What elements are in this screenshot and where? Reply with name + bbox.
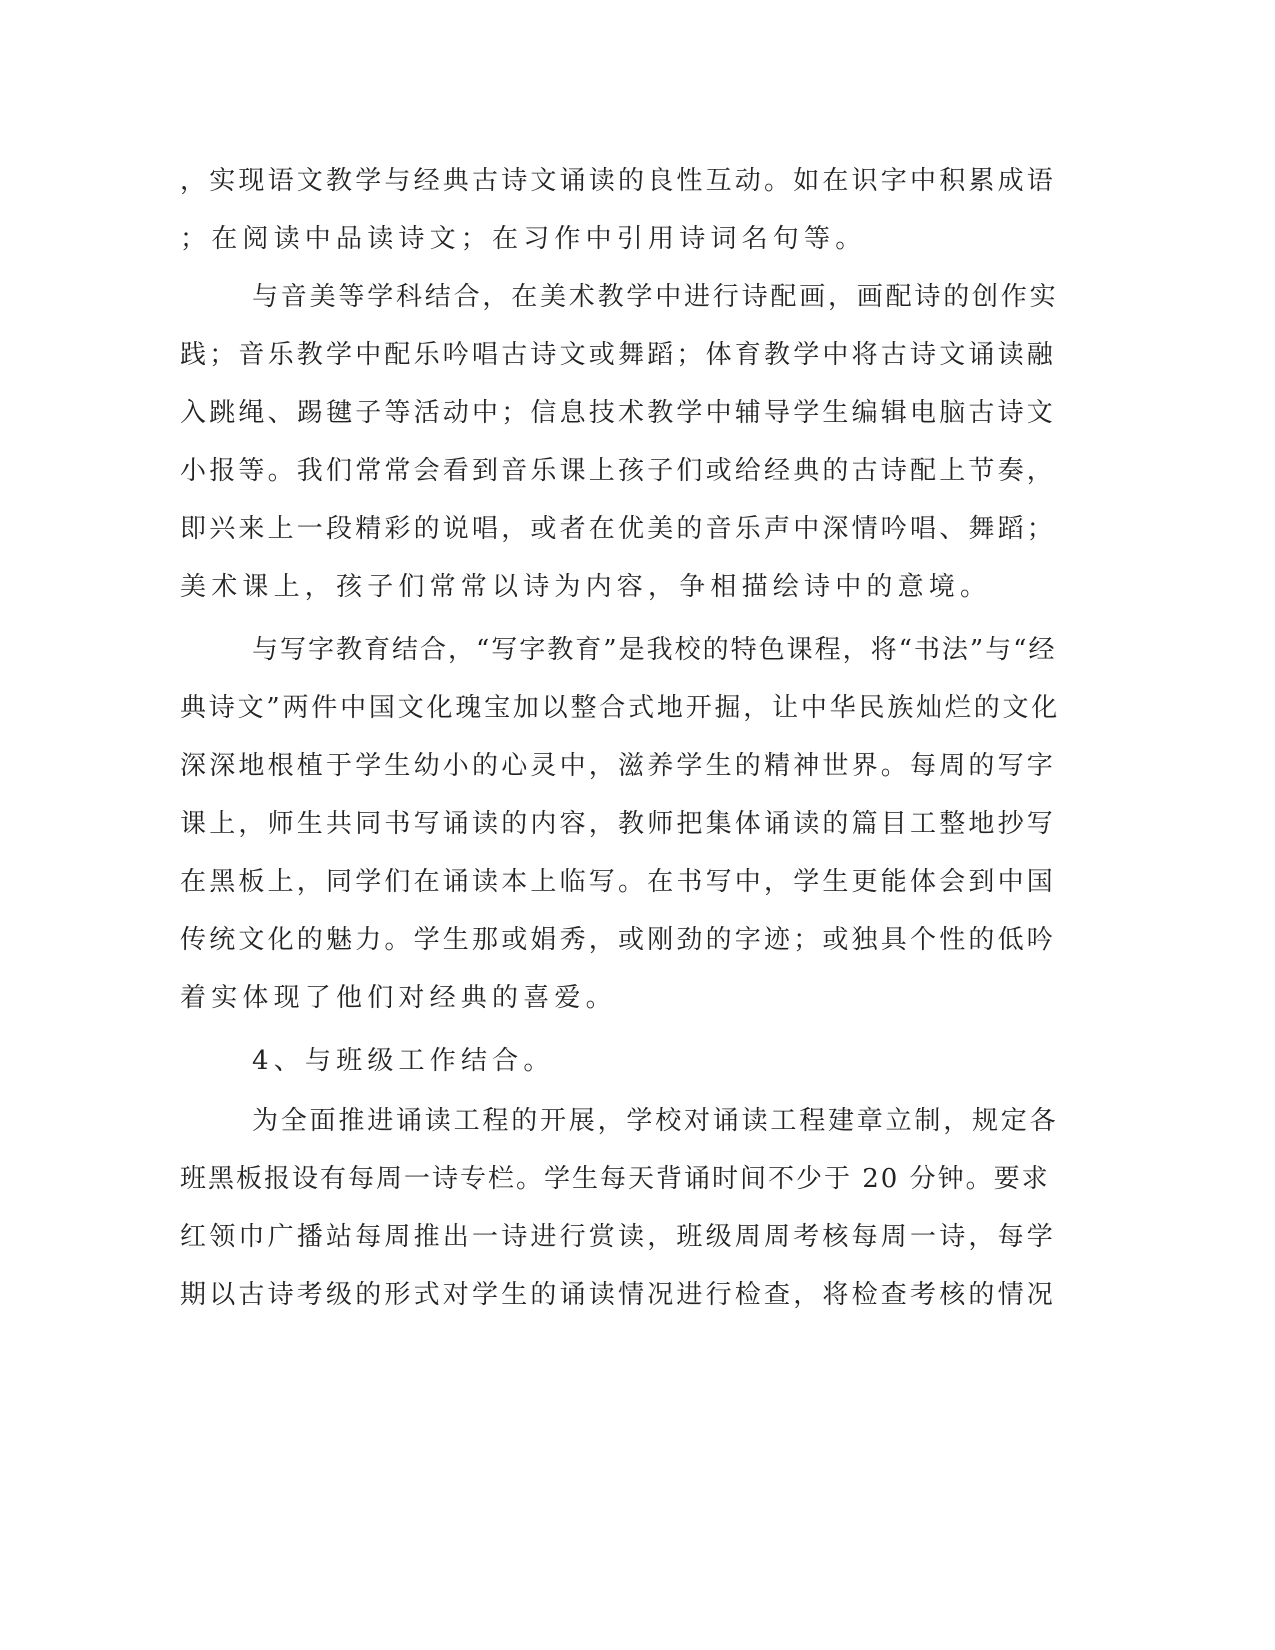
text-line-20: 期以古诗考级的形式对学生的诵读情况进行检查，将检查考核的情况 xyxy=(180,1280,1057,1310)
text-line-18: 班黑板报设有每周一诗专栏。学生每天背诵时间不少于 20 分钟。要求 xyxy=(180,1164,1050,1194)
text-line-3: 与音美等学科结合，在美术教学中进行诗配画，画配诗的创作实 xyxy=(252,282,1059,312)
text-line-9: 与写字教育结合，“写字教育”是我校的特色课程，将“书法”与“经 xyxy=(252,635,1057,665)
text-line-5: 入跳绳、踢毽子等活动中；信息技术教学中辅导学生编辑电脑古诗文 xyxy=(180,398,1057,428)
text-line-13: 在黑板上，同学们在诵读本上临写。在书写中，学生更能体会到中国 xyxy=(180,867,1057,897)
text-line-14: 传统文化的魅力。学生那或娟秀，或刚劲的字迹；或独具个性的低吟 xyxy=(180,925,1057,955)
text-line-1: ，实现语文教学与经典古诗文诵读的良性互动。如在识字中积累成语 xyxy=(180,166,1057,196)
text-line-7: 即兴来上一段精彩的说唱，或者在优美的音乐声中深情吟唱、舞蹈； xyxy=(180,514,1057,544)
text-line-19: 红领巾广播站每周推出一诗进行赏读，班级周周考核每周一诗，每学 xyxy=(180,1222,1057,1252)
text-line-12: 课上，师生共同书写诵读的内容，教师把集体诵读的篇目工整地抄写 xyxy=(180,809,1057,839)
text-line-15: 着实体现了他们对经典的喜爱。 xyxy=(180,983,617,1013)
text-line-11: 深深地根植于学生幼小的心灵中，滋养学生的精神世界。每周的写字 xyxy=(180,751,1057,781)
section-heading-4: 4、与班级工作结合。 xyxy=(252,1046,555,1076)
text-line-2: ；在阅读中品读诗文；在习作中引用诗词名句等。 xyxy=(180,224,867,254)
text-line-6: 小报等。我们常常会看到音乐课上孩子们或给经典的古诗配上节奏， xyxy=(180,456,1057,486)
text-line-10: 典诗文”两件中国文化瑰宝加以整合式地开掘，让中华民族灿烂的文化 xyxy=(180,693,1061,723)
text-line-8: 美术课上，孩子们常常以诗为内容，争相描绘诗中的意境。 xyxy=(180,572,992,602)
text-line-17: 为全面推进诵读工程的开展，学校对诵读工程建章立制，规定各 xyxy=(252,1106,1059,1136)
text-line-4: 践；音乐教学中配乐吟唱古诗文或舞蹈；体育教学中将古诗文诵读融 xyxy=(180,340,1057,370)
